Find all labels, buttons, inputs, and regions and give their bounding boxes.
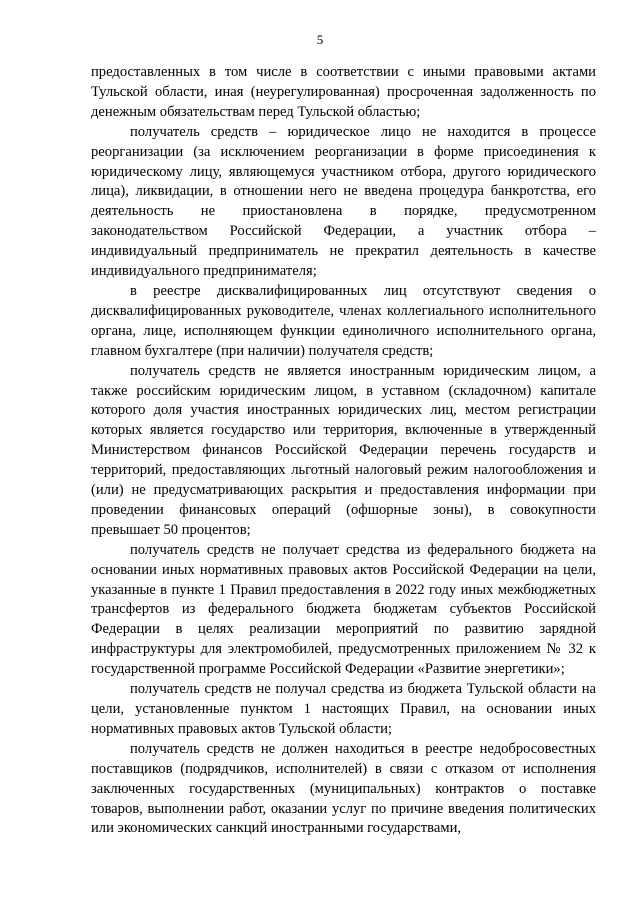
paragraph-foreign-entity: получатель средств не является иностранным юридическим лицом, а также российским юридическим лицом, в уставном (складочном) капитале которого доля участия иностранных юридических лиц, местом регистрации которых является государство или территория, включенные в утвержденный Министерством финансов Российской Федерации перечень государств и территорий, предоставляющих льготный налоговый режим налогообложения и (или) не предусматривающих раскрытия и предоставления информации при проведении финансовых операций (офшорные зоны), в совокупности превышает 50 процентов; <box>91 362 596 538</box>
paragraph-disqualified-persons: в реестре дисквалифицированных лиц отсутствуют сведения о дисквалифицированных руководителе, членах коллегиального исполнительного органа, лице, исполняющем функции единоличного исполнительного органа, главном бухгалтере (при наличии) получателя средств; <box>91 282 596 359</box>
document-body <box>91 63 596 839</box>
paragraph-regional-budget: получатель средств не получал средства из бюджета Тульской области на цели, установленные пунктом 1 настоящих Правил, на основании иных нормативных правовых актов Тульской области; <box>91 681 596 737</box>
paragraph-reorganization: получатель средств – юридическое лицо не находится в процессе реорганизации (за исключением реорганизации в форме присоединения к юридическому лицу, являющемуся участником отбора, другого юридического лица), ликвидации, в отношении него не введена процедура банкротства, его деятельность не приостановлена в порядке, предусмотренном законодательством Российской Федерации, а участник отбора – индивидуальный предприниматель не прекратил деятельность в качестве индивидуального предпринимателя; <box>91 123 596 280</box>
paragraph-continuation: предоставленных в том числе в соответствии с иными правовыми актами Тульской области, иная (неурегулированная) просроченная задолженность по денежным обязательствам перед Тульской областью; <box>91 64 596 120</box>
paragraph-federal-budget: получатель средств не получает средства из федерального бюджета на основании иных нормативных правовых актов Российской Федерации на цели, указанные в пункте 1 Правил предоставления в 2022 году иных межбюджетных трансфертов из федерального бюджета бюджетам субъектов Российской Федерации в целях реализации мероприятий по развитию зарядной инфраструктуры для электромобилей, предусмотренных приложением № 32 к государственной программе Российской Федерации «Развитие энергетики»; <box>91 541 596 678</box>
paragraph-unfair-suppliers: получатель средств не должен находиться в реестре недобросовестных поставщиков (подрядчиков, исполнителей) в связи с отказом от исполнения заключенных государственных (муниципальных) контрактов о поставке товаров, выполнении работ, оказании услуг по причине введения политических или экономических санкций иностранными государствами, <box>91 740 596 837</box>
page-number: 5 <box>316 32 324 47</box>
